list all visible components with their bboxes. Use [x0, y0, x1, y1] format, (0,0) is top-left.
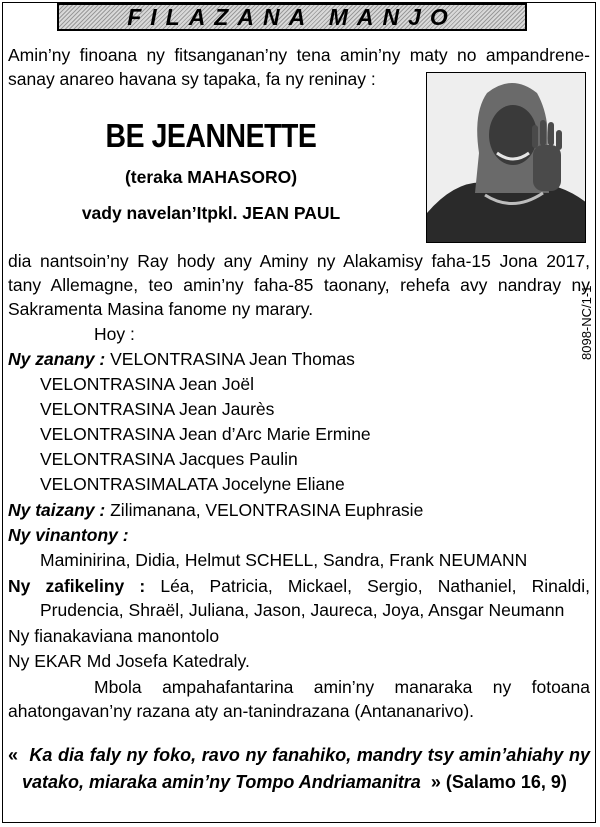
children-label: Ny zanany :: [8, 349, 106, 369]
siblings-names: Zilimanana, VELONTRASINA Euphrasie: [105, 500, 424, 520]
maiden-name: (teraka MAHASORO): [124, 167, 298, 187]
inlaws-label: Ny vinantony :: [8, 525, 129, 545]
notice-line-2: tany Allemagne, teo amin’ny faha-85 taonany, rehefa avy nandray ny: [8, 275, 590, 295]
children-first-row: [8, 347, 355, 371]
spouse-name: vady navelan’Itpkl. JEAN PAUL: [81, 203, 341, 223]
deceased-name: BE JEANNETTE: [105, 117, 317, 154]
quote-text-1: Ka dia faly ny foko, ravo ny fanahiko, mandry tsy amin’ahiahy ny: [29, 745, 590, 765]
child-name: VELONTRASINA Jean Joël: [40, 374, 254, 394]
quote-line-1: [8, 742, 590, 769]
grandchildren-names-2: Prudencia, Shraël, Juliana, Jason, Jaureca, Joya, Ansgar Neumann: [40, 600, 565, 620]
siblings-row: [8, 498, 423, 522]
portrait-photo-icon: [427, 73, 586, 243]
grandchildren-names-1: Léa, Patricia, Mickael, Sergio, Nathaniel, Rinaldi,: [145, 576, 590, 596]
grandchildren-label: Ny zafikeliny :: [8, 576, 146, 596]
family-line: Ny fianakaviana manontolo: [8, 626, 220, 646]
intro-line-2: sanay anareo havana sy tapaka, fa ny reninay :: [8, 69, 376, 89]
notice-header: [57, 3, 527, 31]
child-name: VELONTRASINA Jean Thomas: [105, 349, 355, 369]
quote-line-2: [8, 769, 590, 796]
closing-line-1: Mbola ampahafantarina amin’ny manaraka ny fotoana: [94, 677, 590, 697]
quote-text-2: vatako, miaraka amin’ny Tompo Andriamanitra: [22, 772, 421, 792]
child-name: VELONTRASINA Jacques Paulin: [40, 449, 298, 469]
ekar-line: Ny EKAR Md Josefa Katedraly.: [8, 651, 250, 671]
siblings-label: Ny taizany :: [8, 500, 106, 520]
grandchildren-row-1: [8, 574, 590, 598]
reference-code: 8098-NC/1-1: [579, 285, 594, 360]
child-name: VELONTRASIMALATA Jocelyne Eliane: [40, 474, 345, 494]
portrait-photo: [426, 72, 586, 243]
notice-title: FILAZANA MANJO: [127, 3, 457, 30]
quote-close-mark: »: [430, 772, 441, 792]
notice-line-1: dia nantsoin’ny Ray hody any Aminy ny Alakamisy faha-15 Jona 2017,: [8, 251, 590, 271]
scripture-quote: [8, 742, 590, 796]
quote-reference: (Salamo 16, 9): [445, 772, 567, 792]
child-name: VELONTRASINA Jean Jaurès: [40, 399, 275, 419]
inlaws-names: Maminirina, Didia, Helmut SCHELL, Sandra, Frank NEUMANN: [40, 550, 528, 570]
child-name: VELONTRASINA Jean d’Arc Marie Ermine: [40, 424, 371, 444]
notice-line-3: Sakramenta Masina fanome ny marary.: [8, 299, 314, 319]
quote-open-mark: «: [8, 745, 19, 765]
hoy-label: Hoy :: [94, 324, 135, 344]
closing-line-2: ahatongavan’ny razana aty an-tanindrazana (Antananarivo).: [8, 701, 475, 721]
intro-line-1: Amin’ny finoana ny fitsanganan’ny tena amin’ny maty no ampandrene-: [8, 45, 590, 65]
